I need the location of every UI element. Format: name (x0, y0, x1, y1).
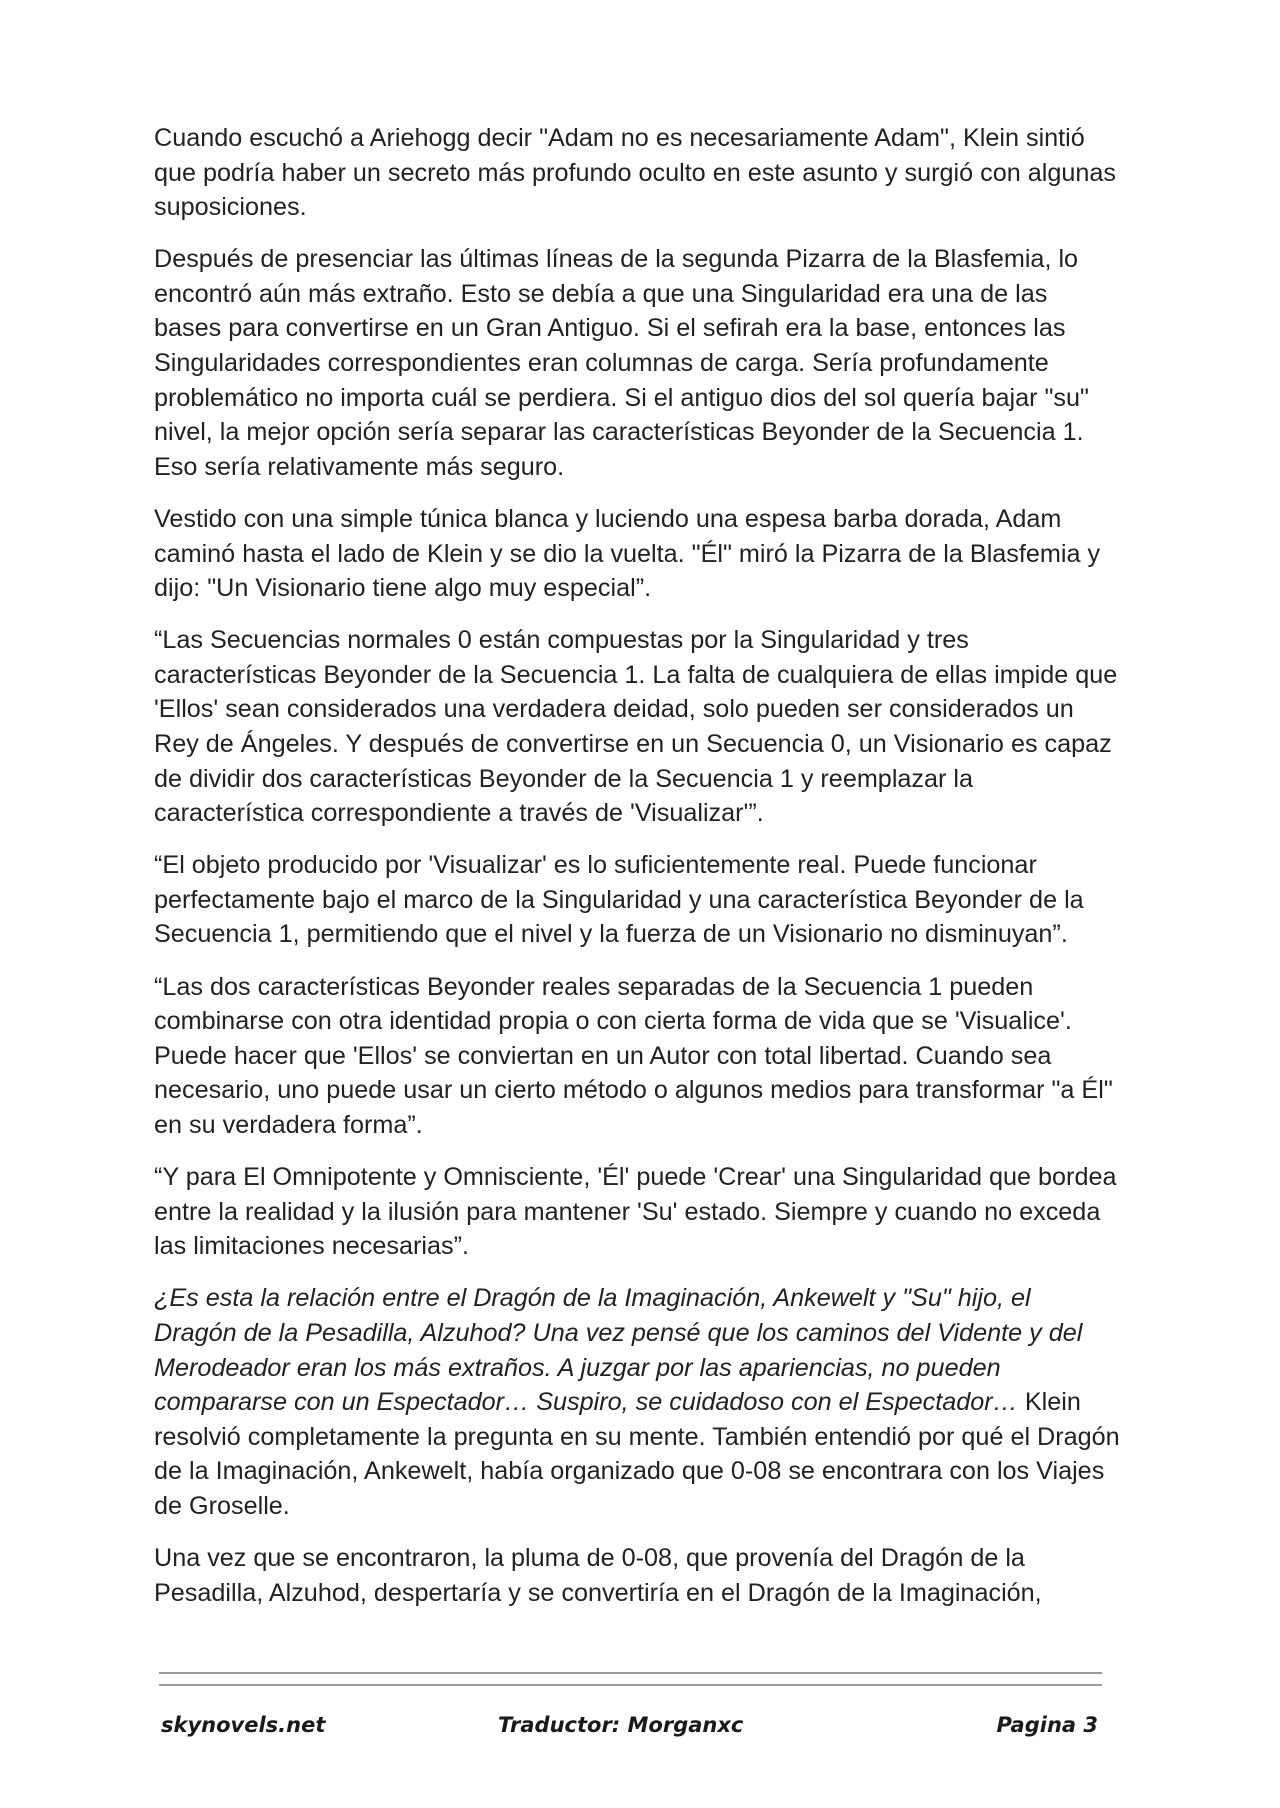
paragraph-7: “Y para El Omnipotente y Omnisciente, 'Él' puede 'Crear' una Singularidad que bordea entre la realidad y la ilusión para mantener 'Su' estado. Siempre y cuando no exceda las limitaciones necesarias”. (154, 1163, 1117, 1261)
paragraph-2: Después de presenciar las últimas líneas de la segunda Pizarra de la Blasfemia, lo encontró aún más extraño. Esto se debía a que una Singularidad era una de las bases para convertirse en un Gran Antiguo. Si el sefirah era la base, entonces las Singularidades correspondientes eran columnas de carga. Sería profundamente problemático no importa cuál se perdiera. Si el antiguo dios del sol quería bajar "su" nivel, la mejor opción sería separar las características Beyonder de la Secuencia 1. Eso sería relativamente más seguro. (154, 245, 1089, 481)
paragraph-1: Cuando escuchó a Ariehogg decir "Adam no es necesariamente Adam", Klein sintió que podría haber un secreto más profundo oculto en este asunto y surgió con algunas suposiciones. (154, 124, 1116, 222)
thought-followup-text: Klein resolvió completamente la pregunta en su mente. También entendió por qué el Dragón de la Imaginación, Ankewelt, había organizado que 0-08 se encontrara con los Viajes de Groselle. (154, 1388, 1120, 1520)
footer-translator: Traductor: Morganxc (498, 1713, 744, 1737)
paragraph-3: Vestido con una simple túnica blanca y luciendo una espesa barba dorada, Adam caminó hasta el lado de Klein y se dio la vuelta. "Él" miró la Pizarra de la Blasfemia y dijo: "Un Visionario tiene algo muy especial”. (154, 504, 1101, 603)
paragraph-8 (154, 1281, 1120, 1523)
footer-divider-bottom (159, 1684, 1102, 1686)
footer-site: skynovels.net (161, 1713, 326, 1737)
paragraph-4: “Las Secuencias normales 0 están compuestas por la Singularidad y tres características Beyonder de la Secuencia 1. La falta de cualquiera de ellas impide que 'Ellos' sean considerados una verdadera deidad, solo pueden ser considerados un Rey de Ángeles. Y después de convertirse en un Secuencia 0, un Visionario es capaz de dividir dos características Beyonder de la Secuencia 1 y reemplazar la característica correspondiente a través de 'Visualizar'”. (154, 626, 1118, 828)
paragraph-9: Una vez que se encontraron, la pluma de 0-08, que provenía del Dragón de la Pesadilla, Alzuhod, despertaría y se convertiría en el Dragón de la Imaginación, (154, 1543, 1042, 1607)
paragraph-6: “Las dos características Beyonder reales separadas de la Secuencia 1 pueden combinarse con otra identidad propia o con cierta forma de vida que se 'Visualice'. Puede hacer que 'Ellos' se conviertan en un Autor con total libertad. Cuando sea necesario, uno puede usar un cierto método o algunos medios para transformar "a Él" en su verdadera forma”. (154, 972, 1113, 1139)
footer-page-number: Pagina 3 (996, 1713, 1098, 1737)
inner-thought-text: ¿Es esta la relación entre el Dragón de la Imaginación, Ankewelt y "Su" hijo, el Dragón de la Pesadilla, Alzuhod? Una vez pensé que los caminos del Vidente y del Merodeador eran los más extraños. A juzgar por las apariencias, no pueden compararse con un Espectador… Suspiro, se cuidadoso con el Espectador… (154, 1284, 1083, 1417)
paragraph-5: “El objeto producido por 'Visualizar' es lo suficientemente real. Puede funcionar perfectamente bajo el marco de la Singularidad y una característica Beyonder de la Secuencia 1, permitiendo que el nivel y la fuerza de un Visionario no disminuyan”. (154, 851, 1084, 949)
document-body (154, 121, 1120, 1610)
footer-divider-top (159, 1672, 1102, 1674)
